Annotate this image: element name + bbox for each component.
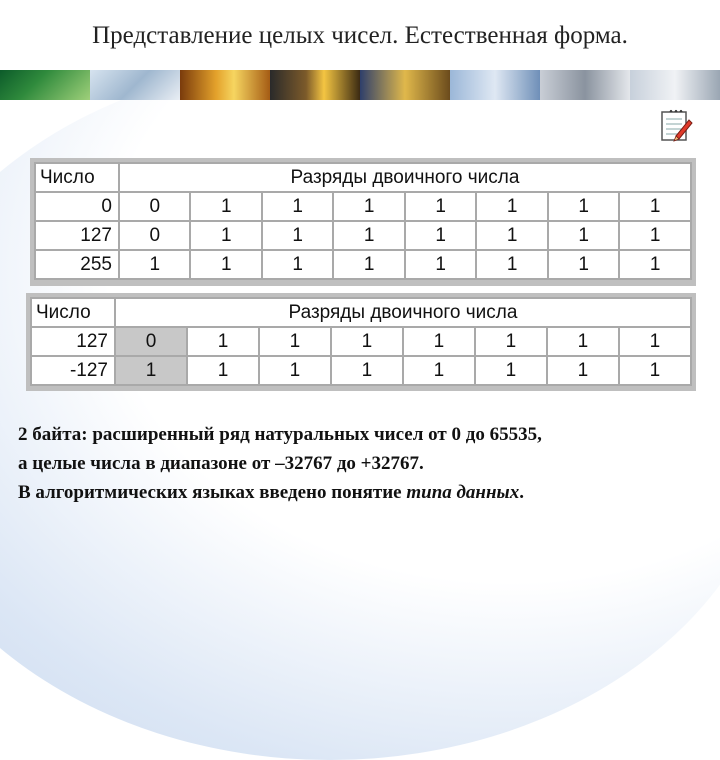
table-header-row — [35, 163, 691, 192]
bit-cell: 1 — [190, 250, 261, 279]
bit-cell: 1 — [403, 327, 475, 356]
bit-cell: 1 — [619, 250, 691, 279]
banner-image-3 — [180, 70, 270, 100]
bit-cell: 1 — [476, 221, 547, 250]
text-line-3 — [18, 478, 708, 507]
banner-image-4 — [270, 70, 360, 100]
bit-cell: 1 — [259, 327, 331, 356]
bit-cell: 0 — [119, 221, 190, 250]
data-type-term: типа данных — [406, 482, 520, 503]
bit-cell: 1 — [405, 221, 476, 250]
table-row — [35, 192, 691, 221]
bit-cell: 1 — [619, 327, 691, 356]
banner-image-6 — [450, 70, 540, 100]
bit-cell: 1 — [619, 356, 691, 385]
header-banner — [0, 70, 720, 100]
sign-bit-cell: 1 — [115, 356, 187, 385]
bit-cell: 1 — [333, 192, 404, 221]
bit-cell: 1 — [403, 356, 475, 385]
bit-cell: 1 — [476, 192, 547, 221]
text-line-1: 2 байта: расширенный ряд натуральных чисел от 0 до 65535, — [18, 424, 542, 445]
row-number: 127 — [31, 327, 115, 356]
bit-cell: 1 — [190, 221, 261, 250]
bit-cell: 1 — [262, 192, 333, 221]
bit-cell: 1 — [548, 250, 619, 279]
bit-cell: 1 — [619, 221, 691, 250]
table-row — [35, 221, 691, 250]
banner-image-8 — [630, 70, 720, 100]
header-bits: Разряды двоичного числа — [119, 163, 691, 192]
bit-cell: 1 — [331, 327, 403, 356]
bit-cell: 1 — [187, 327, 259, 356]
row-number: 0 — [35, 192, 119, 221]
binary-table-1 — [34, 162, 692, 280]
bit-cell: 1 — [476, 250, 547, 279]
notepad-with-pencil-icon — [658, 108, 694, 144]
bit-cell: 1 — [547, 356, 619, 385]
bit-cell: 1 — [405, 192, 476, 221]
bit-cell: 1 — [548, 221, 619, 250]
banner-image-2 — [90, 70, 180, 100]
explanation-text — [18, 420, 708, 507]
bit-cell: 1 — [619, 192, 691, 221]
binary-table-2 — [30, 297, 692, 386]
bit-cell: 1 — [119, 250, 190, 279]
bit-cell: 1 — [405, 250, 476, 279]
bit-cell: 1 — [259, 356, 331, 385]
table-row — [31, 327, 691, 356]
bit-cell: 1 — [547, 327, 619, 356]
banner-image-5 — [360, 70, 450, 100]
header-number: Число — [35, 163, 119, 192]
text-line-3-prefix: В алгоритмических языках введено понятие — [18, 482, 407, 503]
table-row — [35, 250, 691, 279]
sign-bit-cell: 0 — [115, 327, 187, 356]
text-line-3-suffix: . — [519, 482, 524, 503]
bit-cell: 1 — [333, 221, 404, 250]
row-number: 127 — [35, 221, 119, 250]
slide-title: Представление целых чисел. Естественная форма. — [92, 22, 628, 49]
table-header-row — [31, 298, 691, 327]
bit-cell: 1 — [331, 356, 403, 385]
bit-cell: 1 — [187, 356, 259, 385]
header-number: Число — [31, 298, 115, 327]
bit-cell: 1 — [548, 192, 619, 221]
bit-cell: 1 — [262, 221, 333, 250]
table-row — [31, 356, 691, 385]
banner-image-1 — [0, 70, 90, 100]
text-line-2: а целые числа в диапазоне от –32767 до +32767. — [18, 453, 424, 474]
row-number: 255 — [35, 250, 119, 279]
bit-cell: 1 — [333, 250, 404, 279]
bit-cell: 1 — [190, 192, 261, 221]
bit-cell: 1 — [262, 250, 333, 279]
header-bits: Разряды двоичного числа — [115, 298, 691, 327]
bit-cell: 0 — [119, 192, 190, 221]
row-number: -127 — [31, 356, 115, 385]
bit-cell: 1 — [475, 327, 547, 356]
banner-image-7 — [540, 70, 630, 100]
bit-cell: 1 — [475, 356, 547, 385]
